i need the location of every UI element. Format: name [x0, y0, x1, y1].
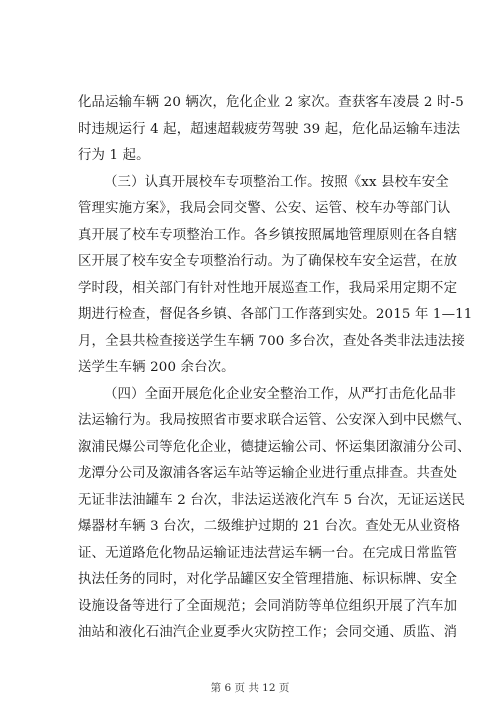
text-line: 行为 1 起。	[78, 148, 150, 163]
text-line: 区开展了校车安全专项整治行动。为了确保校车安全运营，在放	[78, 254, 458, 269]
text-line: 送学生车辆 200 余台次。	[78, 360, 235, 375]
text-line: 月，全县共检查接送学生车辆 700 多台次，查处各类非法违法接	[78, 333, 465, 349]
text-line: 期进行检查，督促各乡镇、各部门工作落到实处。2015 年 1—11	[78, 307, 473, 322]
document-body	[78, 90, 473, 647]
text-line: 法运输行为。我局按照省市要求联合运管、公安深入到中民燃气、	[78, 413, 471, 428]
text-line: 设施设备等进行了全面规范；会同消防等单位组织开展了汽车加	[78, 598, 458, 614]
page-number-footer: 第 6 页 共 12 页	[210, 682, 290, 694]
text-line: 溆浦民爆公司等危化企业，德捷运输公司、怀运集团溆浦分公司、	[78, 439, 471, 455]
text-line: （三）认真开展校车专项整治工作。按照《xx 县校车安全	[104, 174, 449, 190]
text-line: 无证非法油罐车 2 台次，非法运送液化汽车 5 台次，无证运送民	[78, 492, 466, 508]
text-line: 证、无道路危化物品运输证违法营运车辆一台。在完成日常监管	[78, 545, 458, 561]
text-line: 学时段，相关部门有针对性地开展巡查工作，我局采用定期不定	[78, 280, 458, 296]
text-line: 真开展了校车专项整治工作。各乡镇按照属地管理原则在各自辖	[78, 227, 458, 243]
text-line: 爆器材车辆 3 台次，二级维护过期的 21 台次。查处无从业资格	[78, 519, 461, 534]
text-line: 时违规运行 4 起，超速超载疲劳驾驶 39 起，危化品运输车违法	[78, 121, 461, 137]
text-line: 油站和液化石油汽企业夏季火灾防控工作；会同交通、质监、消	[78, 625, 458, 640]
text-line: 龙潭分公司及溆浦各客运车站等运输企业进行重点排查。共查处	[78, 466, 458, 481]
text-line: 执法任务的同时，对化学品罐区安全管理措施、标识标牌、安全	[78, 572, 458, 587]
text-line: 管理实施方案》，我局会同交警、公安、运管、校车办等部门认	[78, 201, 451, 216]
text-line: （四）全面开展危化企业安全整治工作，从严打击危化品非	[104, 386, 457, 402]
text-line: 化品运输车辆 20 辆次，危化企业 2 家次。查获客车凌晨 2 时-5	[78, 95, 464, 110]
